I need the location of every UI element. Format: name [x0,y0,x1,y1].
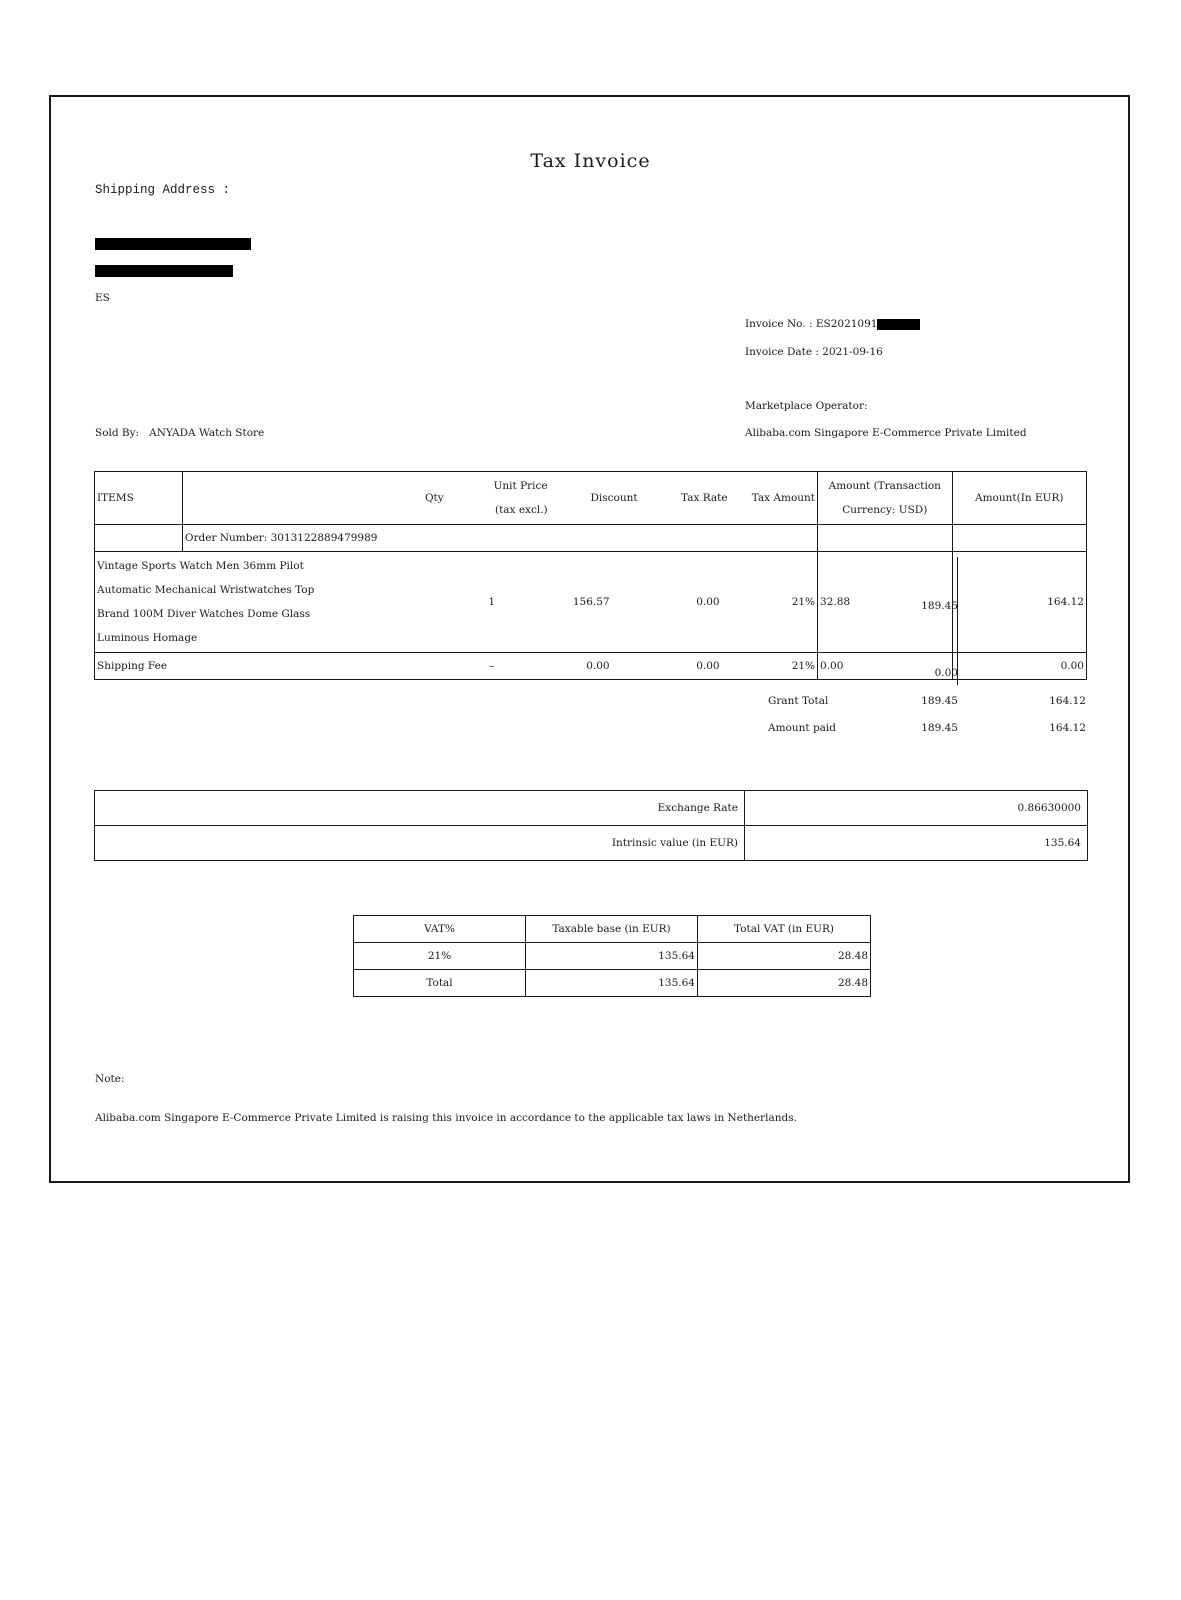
intrinsic-value-value: 135.64 [745,826,1088,861]
product-amount-usd: 189.45 [921,600,958,612]
order-number-row [95,525,1087,552]
redacted-address [95,265,233,277]
product-tax-amount: 32.88 [818,552,952,653]
amount-paid-label: Amount paid [768,722,837,734]
marketplace-name: Alibaba.com Singapore E-Commerce Private Limited [745,427,1027,439]
exchange-rate-label: Exchange Rate [95,791,745,826]
note-label: Note: [95,1073,125,1085]
header-amount-txn [818,472,952,525]
table-header-row [95,472,1087,525]
vat-total-vat: 28.48 [698,970,871,997]
header-amount-eur: Amount(In EUR) [952,472,1087,525]
table-row [354,943,871,970]
shipping-fee-label: Shipping Fee [95,653,462,680]
header-amount-txn-line1: Amount (Transaction [828,480,941,492]
amount-paid-usd: 189.45 [921,722,958,734]
amount-paid-eur: 164.12 [1049,722,1086,734]
header-discount: Discount [550,472,640,525]
shipping-fee-discount: 0.00 [640,653,730,680]
product-line: Brand 100M Diver Watches Dome Glass [97,608,311,620]
page-title: Tax Invoice [530,150,651,172]
shipping-fee-tax-rate: 21% [730,653,818,680]
items-table [94,471,1087,680]
vat-header-base: Taxable base (in EUR) [526,916,698,943]
redacted-name [95,238,251,250]
product-line: Vintage Sports Watch Men 36mm Pilot [97,560,304,572]
shipping-fee-unit-price: 0.00 [550,653,640,680]
shipping-fee-amount-usd: 0.00 [934,667,958,679]
product-unit-price: 156.57 [550,552,640,653]
grand-total-label: Grant Total [768,695,829,707]
product-line: Luminous Homage [97,632,198,644]
product-line: Automatic Mechanical Wristwatches Top [97,584,315,596]
table-row [95,826,1088,861]
marketplace-label: Marketplace Operator: [745,400,868,412]
invoice-number-label: Invoice No. : [745,318,813,330]
vat-total-label: Total [354,970,526,997]
shipping-address-label: Shipping Address : [95,183,231,197]
product-description [95,552,462,653]
shipping-fee-tax-amount: 0.00 [818,653,952,680]
vat-table [353,915,871,997]
invoice-number [745,318,920,330]
product-discount: 0.00 [640,552,730,653]
vat-rate: 21% [354,943,526,970]
invoice-date-label: Invoice Date : [745,346,819,358]
header-unit-price-line1: Unit Price [493,480,548,492]
vat-total-base: 135.64 [526,970,698,997]
product-tax-rate: 21% [730,552,818,653]
vat-header-rate: VAT% [354,916,526,943]
table-row [354,916,871,943]
header-qty: Qty [182,472,461,525]
table-row [354,970,871,997]
vat-header-total: Total VAT (in EUR) [698,916,871,943]
intrinsic-value-label: Intrinsic value (in EUR) [95,826,745,861]
exchange-table [94,790,1088,861]
shipping-fee-amount-eur: 0.00 [952,653,1087,680]
redacted-invoice-suffix [877,319,920,330]
sold-by [95,427,264,439]
invoice-number-value: ES2021091 [815,318,878,330]
vat-total: 28.48 [698,943,871,970]
grand-total-eur: 164.12 [1049,695,1086,707]
shipping-country: ES [95,292,110,304]
header-amount-txn-line2: Currency: USD) [842,504,928,516]
column-divider [957,557,958,685]
invoice-date [745,346,883,358]
header-tax-amount: Tax Amount [730,472,818,525]
header-tax-rate: Tax Rate [640,472,730,525]
exchange-rate-value: 0.86630000 [745,791,1088,826]
header-items: ITEMS [95,472,183,525]
shipping-fee-qty: – [462,653,550,680]
table-row [95,791,1088,826]
grand-total-usd: 189.45 [921,695,958,707]
product-qty: 1 [462,552,550,653]
vat-taxable-base: 135.64 [526,943,698,970]
seller-name: ANYADA Watch Store [149,427,265,439]
sold-by-label: Sold By: [95,427,140,439]
header-unit-price [462,472,550,525]
product-amount-eur: 164.12 [952,552,1087,653]
note-text: Alibaba.com Singapore E-Commerce Private Limited is raising this invoice in accordance to the applicable tax laws in Netherlands. [95,1112,797,1124]
order-number: Order Number: 3013122889479989 [182,525,817,552]
header-unit-price-line2: (tax excl.) [494,504,548,516]
invoice-date-value: 2021-09-16 [822,346,883,358]
